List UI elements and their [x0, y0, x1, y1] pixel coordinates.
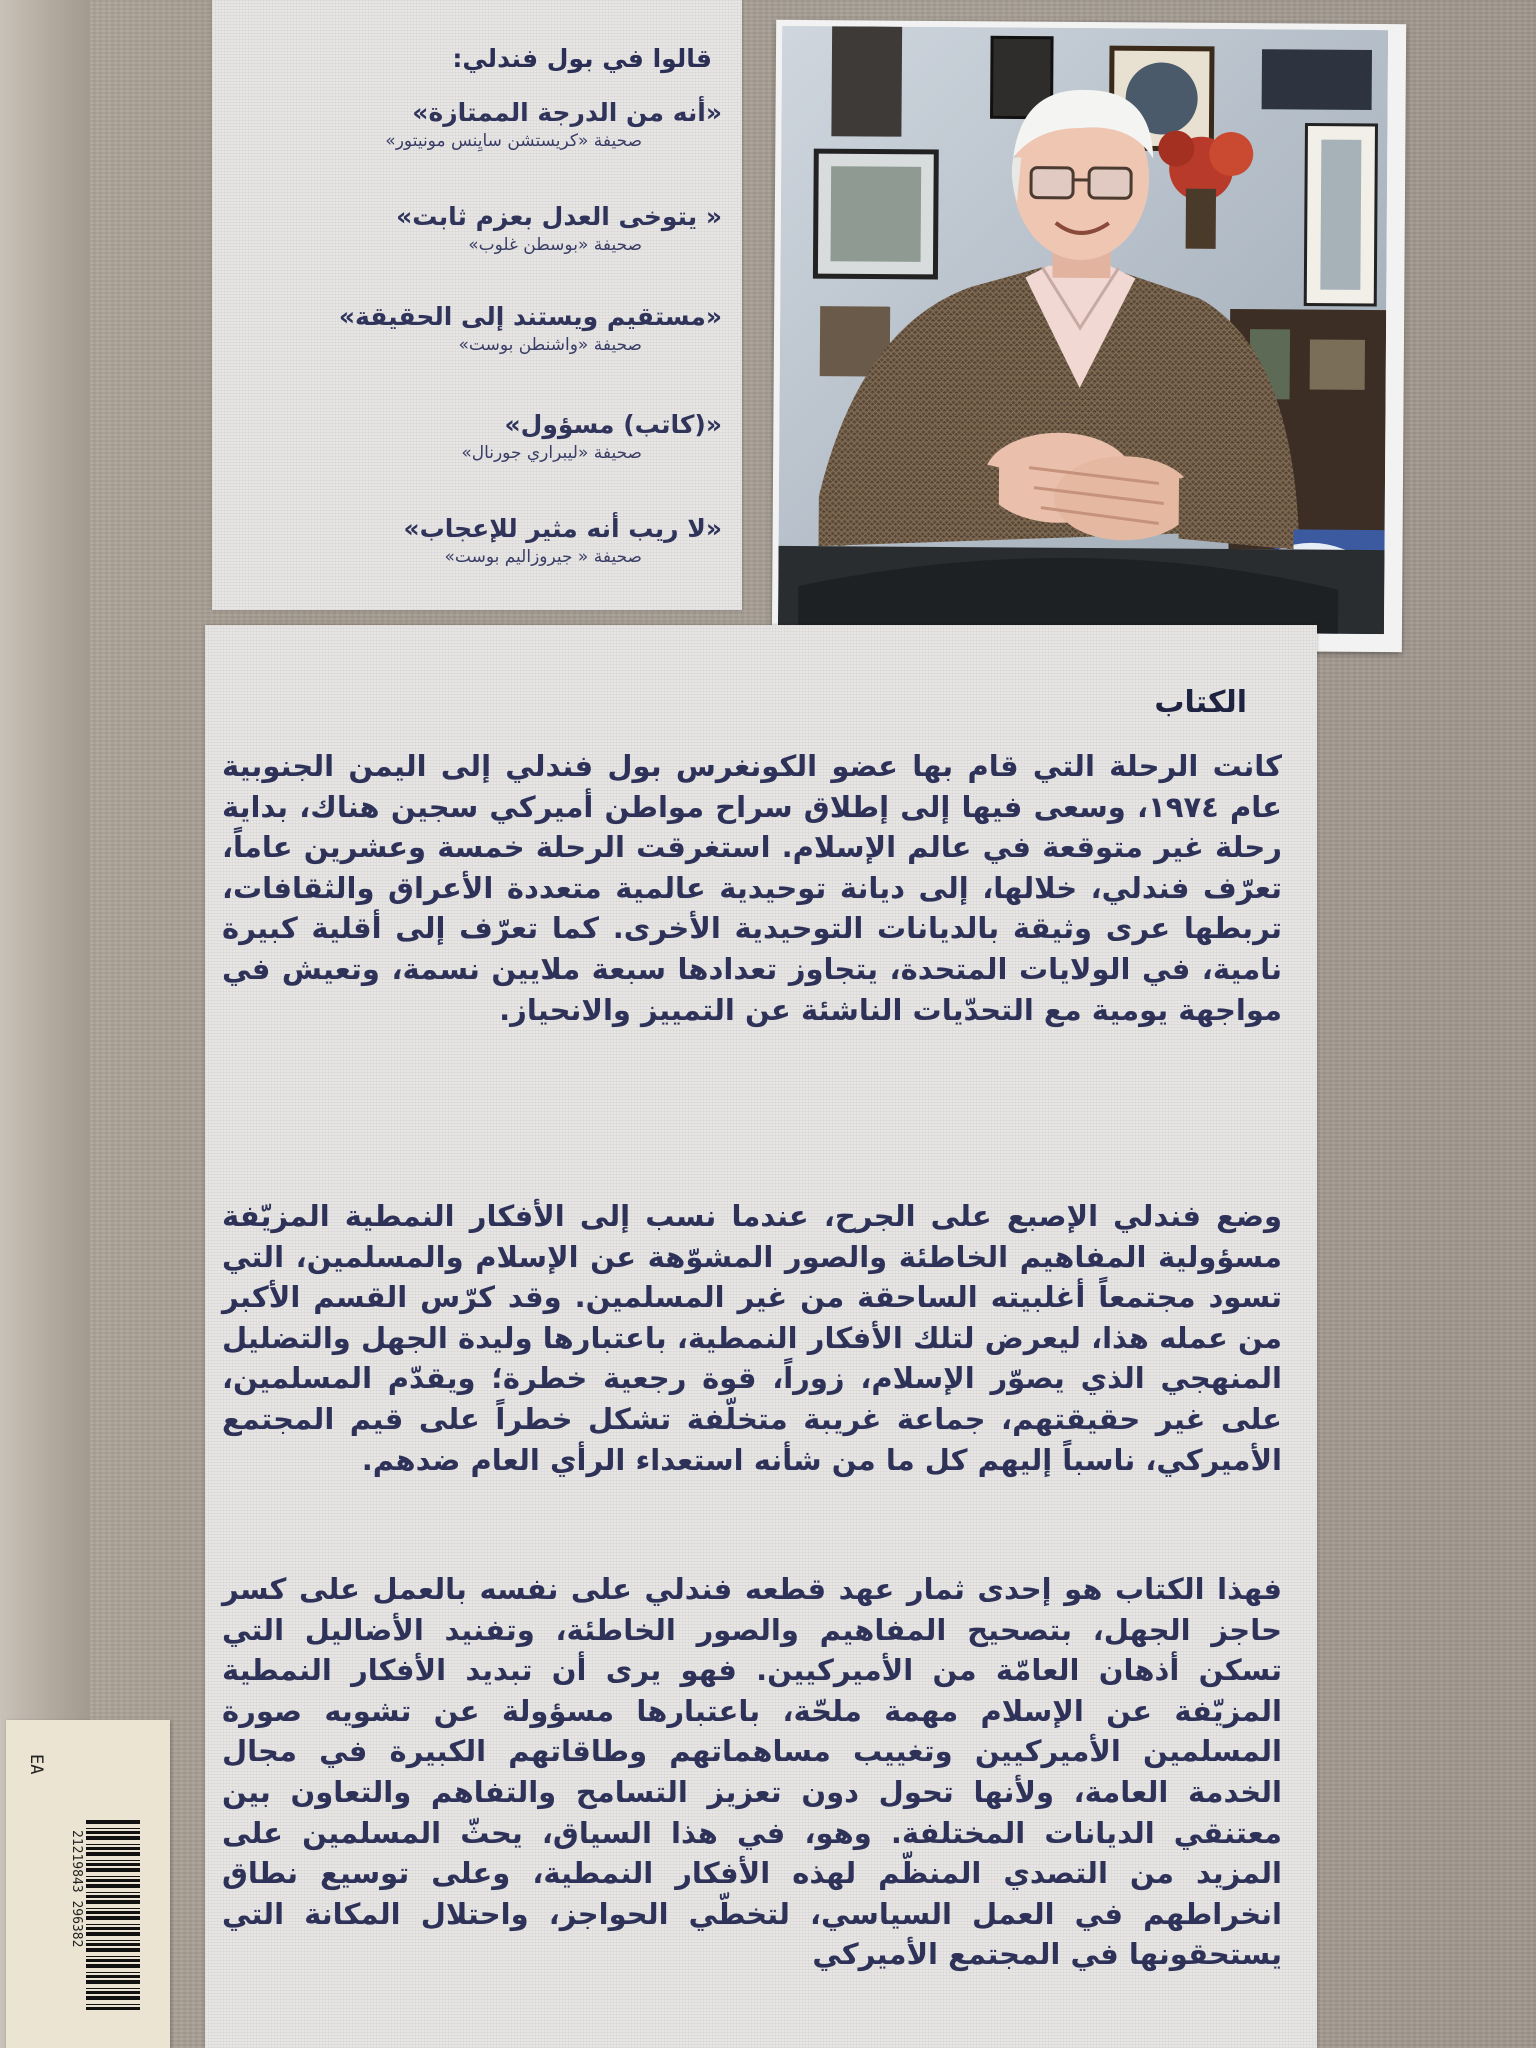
quote-item	[232, 200, 722, 256]
barcode-number: 21219843 296382	[69, 1830, 84, 1948]
sticker-code: EA	[26, 1754, 46, 1775]
quote-item	[232, 96, 722, 152]
book-paragraph: فهذا الكتاب هو إحدى ثمار عهد قطعه فندلي على نفسه بالعمل على كسر حاجز الجهل، بتصحيح المفاهيم والصور الخاطئة، وتفنيد الأضاليل التي تسكن أذهان العامّة من الأميركيين. فهو يرى أن تبديد الأفكار النمطية المزيّفة عن الإسلام مهمة ملحّة، باعتبارها مسؤولة عن تشويه صورة المسلمين الأميركيين وتغييب مساهماتهم وطاقاتهم الكبيرة في مجال الخدمة العامة، ولأنها تحول دون تعزيز التسامح والتفاهم والتعاون بين معتنقي الديانات المختلفة. وهو، في هذا السياق، يحثّ المسلمين على المزيد من التصدي المنظّم لهذه الأفكار النمطية، وعلى توسيع نطاق انخراطهم في العمل السياسي، لتخطّي الحواجز، واحتلال المكانة التي يستحقونها في المجتمع الأميركي	[222, 1572, 1282, 1972]
quote-item	[232, 300, 722, 356]
section-title: الكتاب	[1154, 685, 1247, 720]
quote-source: صحيفة «واشنطن بوست»	[458, 335, 642, 355]
quote-text: «أنه من الدرجة الممتازة»	[412, 98, 722, 127]
quote-text: « يتوخى العدل بعزم ثابت»	[396, 202, 722, 231]
book-description-panel	[205, 625, 1317, 2048]
quote-text: «(كاتب) مسؤول»	[504, 410, 722, 439]
book-paragraph: وضع فندلي الإصبع على الجرح، عندما نسب إلى الأفكار النمطية المزيّفة مسؤولية المفاهيم الخاطئة والصور المشوّهة عن الإسلام والمسلمين، التي تسود مجتمعاً أغلبيته الساحقة من غير المسلمين. وقد كرّس القسم الأكبر من عمله هذا، ليعرض لتلك الأفكار النمطية، باعتبارها وليدة الجهل والتضليل المنهجي الذي يصوّر الإسلام، زوراً، قوة رجعية خطرة؛ ويقدّم المسلمين، على غير حقيقتهم، جماعة غريبة متخلّفة تشكل خطراً على قيم المجتمع الأميركي، ناسباً إليهم كل ما من شأنه استعداء الرأي العام ضدهم.	[222, 1199, 1282, 1477]
quote-item	[232, 408, 722, 464]
library-barcode-sticker	[6, 1720, 170, 2048]
book-paragraph: كانت الرحلة التي قام بها عضو الكونغرس بول فندلي إلى اليمن الجنوبية عام ١٩٧٤، وسعى فيها إلى إطلاق سراح مواطن أميركي سجين هناك، بداية رحلة غير متوقعة في عالم الإسلام. استغرقت الرحلة خمسة وعشرين عاماً، تعرّف فندلي، خلالها، إلى ديانة توحيدية عالمية متعددة الأعراق والثقافات، تربطها عرى وثيقة بالديانات التوحيدية الأخرى. كما تعرّف إلى أقلية كبيرة نامية، في الولايات المتحدة، يتجاوز تعدادها سبعة ملايين نسمة، وتعيش في مواجهة يومية مع التحدّيات الناشئة عن التمييز والانحياز.	[222, 749, 1282, 1027]
quotes-panel	[212, 0, 742, 610]
barcode-icon	[86, 1820, 140, 2010]
quote-text: «لا ريب أنه مثير للإعجاب»	[403, 514, 722, 543]
quote-source: صحيفة «كريستشن سايِنس مونيتور»	[385, 131, 642, 151]
quote-source: صحيفة «ليبراري جورنال»	[461, 443, 642, 463]
author-photo	[772, 20, 1406, 652]
quote-text: «مستقيم ويستند إلى الحقيقة»	[338, 302, 722, 331]
quotes-header: قالوا في بول فندلي:	[452, 44, 712, 73]
author-portrait-illustration	[778, 26, 1388, 634]
quote-source: صحيفة «بوسطن غلوب»	[468, 235, 642, 255]
quote-source: صحيفة « جيروزاليم بوست»	[444, 547, 642, 567]
quote-item	[232, 512, 722, 568]
